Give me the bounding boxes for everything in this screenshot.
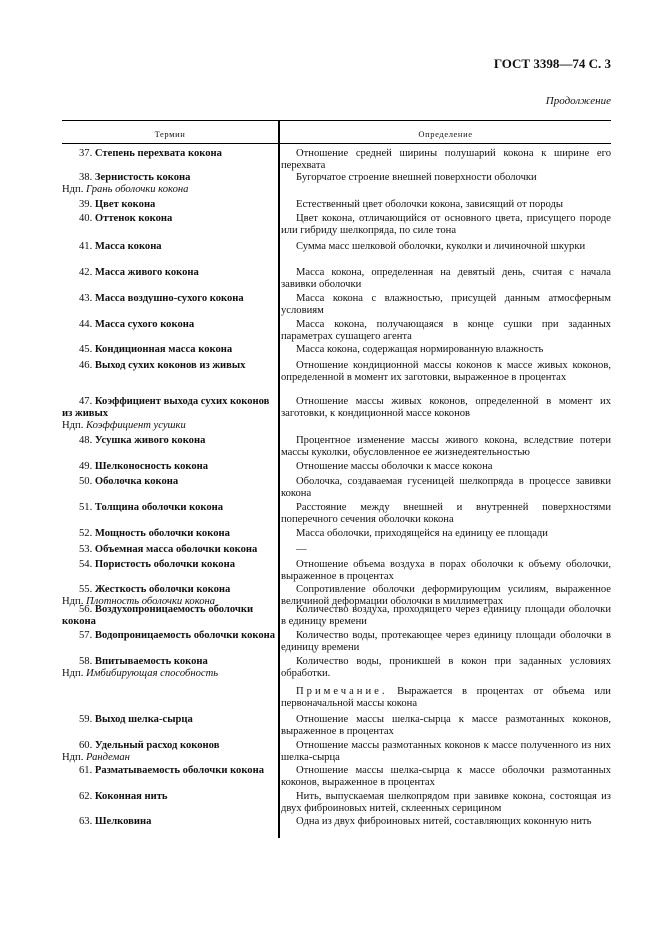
definition-text: Отношение массы шелка-сырца к массе оболочки размотанных коконов, выраженное в процентах <box>281 765 611 788</box>
deprecated-prefix: Ндп. <box>62 184 84 195</box>
definition-cell <box>281 293 611 317</box>
definition-text: Сопротивление оболочки деформирующим усилиям, выраженное величиной деформации оболочки в миллиметрах <box>281 584 611 607</box>
term-number: 39. <box>79 199 93 210</box>
term-cell <box>62 740 276 764</box>
term-number: 50. <box>79 476 93 487</box>
definition-cell <box>281 714 611 738</box>
term-name: Масса живого кокона <box>94 267 199 278</box>
column-header-definition: Определение <box>418 129 473 139</box>
term-number: 61. <box>79 765 93 776</box>
term-number: 47. <box>79 396 93 407</box>
term-name: Усушка живого кокона <box>94 435 206 446</box>
term-number: 37. <box>79 148 93 159</box>
deprecated-term <box>62 668 276 680</box>
definition-text: Масса оболочки, приходящейся на единицу ее площади <box>296 528 548 539</box>
definition-text: Расстояние между внешней и внутренней поверхностями поперечного сечения оболочки кокона <box>281 502 611 525</box>
term-cell <box>62 360 276 372</box>
term-cell <box>62 656 276 680</box>
term-number: 40. <box>79 213 93 224</box>
term-name: Жесткость оболочки кокона <box>94 584 231 595</box>
definition-text: Масса кокона, содержащая нормированную влажность <box>296 344 544 355</box>
term-number: 52. <box>79 528 93 539</box>
term-name: Шелконосность кокона <box>94 461 209 472</box>
term-cell <box>62 765 276 777</box>
definition-cell <box>281 148 611 172</box>
term-name: Разматываемость оболочки кокона <box>94 765 265 776</box>
term-cell <box>62 630 276 642</box>
deprecated-term-text: Грань оболочки кокона <box>86 184 189 195</box>
term-number: 49. <box>79 461 93 472</box>
definition-cell <box>281 435 611 459</box>
term-name: Выход сухих коконов из живых <box>94 360 246 371</box>
definition-text: Процентное изменение массы живого кокона, вследствие потери массы куколки, обусловленное ее жизнедеятельностью <box>281 435 611 458</box>
term-cell <box>62 604 276 628</box>
term-number: 62. <box>79 791 93 802</box>
term-name: Шелковина <box>94 816 152 827</box>
term-name: Объемная масса оболочки кокона <box>94 544 258 555</box>
definition-text: Количество воды, протекающее через единицу площади оболочки в единицу времени <box>281 630 611 653</box>
definition-cell <box>281 319 611 343</box>
term-name: Коконная нить <box>94 791 168 802</box>
term-name: Масса кокона <box>94 241 162 252</box>
table-header-rule <box>62 143 611 144</box>
term-name: Цвет кокона <box>94 199 156 210</box>
term-number: 42. <box>79 267 93 278</box>
term-cell <box>62 344 276 356</box>
term-cell <box>62 435 276 447</box>
definition-text: Бугорчатое строение внешней поверхности оболочки <box>296 172 537 183</box>
continuation-label: Продолжение <box>545 95 611 107</box>
term-number: 55. <box>79 584 93 595</box>
definition-cell <box>281 656 611 710</box>
term-name: Толщина оболочки кокона <box>94 502 224 513</box>
term-cell <box>62 791 276 803</box>
term-name: Масса воздушно-сухого кокона <box>94 293 244 304</box>
term-cell <box>62 714 276 726</box>
table-top-rule <box>62 120 611 121</box>
term-name: Мощность оболочки кокона <box>94 528 230 539</box>
definition-text: Отношение массы шелка-сырца к массе размотанных коконов, выраженное в процентах <box>281 714 611 737</box>
term-cell <box>62 199 276 211</box>
term-number: 60. <box>79 740 93 751</box>
term-name: Выход шелка-сырца <box>94 714 193 725</box>
term-number: 43. <box>79 293 93 304</box>
note <box>281 686 611 710</box>
column-header-terms: Термин <box>154 129 186 139</box>
term-cell <box>62 816 276 828</box>
term-cell <box>62 476 276 488</box>
term-name: Зернистость кокона <box>94 172 191 183</box>
term-name: Пористость оболочки кокона <box>94 559 235 570</box>
term-name: Удельный расход коконов <box>94 740 220 751</box>
deprecated-term-text: Коэффициент усушки <box>86 420 186 431</box>
deprecated-term-text: Рандеман <box>86 752 130 763</box>
deprecated-term <box>62 752 276 764</box>
term-name: Степень перехвата кокона <box>94 148 222 159</box>
definition-cell <box>281 267 611 291</box>
term-number: 46. <box>79 360 93 371</box>
definition-text: Отношение массы размотанных коконов к массе полученного из них шелка-сырца <box>281 740 611 763</box>
definition-text: Отношение кондиционной массы коконов к массе живых коконов, определенной в момент их заготовки, выраженное в процентах <box>281 360 611 383</box>
deprecated-prefix: Ндп. <box>62 596 84 607</box>
term-name: Оттенок кокона <box>94 213 173 224</box>
definition-cell <box>281 199 611 211</box>
definition-cell <box>281 604 611 628</box>
deprecated-term <box>62 184 276 196</box>
term-name: Впитываемость кокона <box>94 656 208 667</box>
term-name: Коэффициент выхода сухих коконов из живых <box>62 396 270 419</box>
definition-text: Отношение массы живых коконов, определенной в момент их заготовки, к кондиционной массе коконов <box>281 396 611 419</box>
definition-text: Отношение объема воздуха в порах оболочки к объему оболочки, выраженное в процентах <box>281 559 611 582</box>
definition-text: Естественный цвет оболочки кокона, зависящий от породы <box>296 199 564 210</box>
definition-text: Масса кокона с влажностью, присущей данным атмосферным условиям <box>281 293 611 316</box>
deprecated-prefix: Ндп. <box>62 420 84 431</box>
term-number: 53. <box>79 544 93 555</box>
term-cell <box>62 293 276 305</box>
definition-cell <box>281 630 611 654</box>
note-text: Выражается в процентах от объема или первоначальной массы кокона <box>281 686 611 709</box>
column-divider <box>278 120 280 838</box>
definition-text: Сумма масс шелковой оболочки, куколки и личиночной шкурки <box>296 241 586 252</box>
term-number: 58. <box>79 656 93 667</box>
term-number: 45. <box>79 344 93 355</box>
term-cell <box>62 528 276 540</box>
term-number: 38. <box>79 172 93 183</box>
term-number: 48. <box>79 435 93 446</box>
term-name: Воздухопроницаемость оболочки кокона <box>62 604 254 627</box>
term-number: 41. <box>79 241 93 252</box>
note-label: Примечание. <box>296 686 388 697</box>
term-cell <box>62 172 276 196</box>
definition-cell <box>281 476 611 500</box>
term-number: 57. <box>79 630 93 641</box>
term-number: 44. <box>79 319 93 330</box>
definition-cell <box>281 816 611 828</box>
definition-text: Цвет кокона, отличающийся от основного цвета, присущего породе или гибриду шелкопряда, по силе тона <box>281 213 611 236</box>
term-number: 51. <box>79 502 93 513</box>
definition-text: Масса кокона, определенная на девятый день, считая с начала завивки оболочки <box>281 267 611 290</box>
definition-text: Отношение средней ширины полушарий кокона к ширине его перехвата <box>281 148 611 171</box>
definition-cell <box>281 740 611 764</box>
definition-cell <box>281 344 611 356</box>
term-number: 54. <box>79 559 93 570</box>
definition-cell <box>281 559 611 583</box>
definition-cell <box>281 213 611 237</box>
deprecated-term <box>62 420 276 432</box>
definition-cell <box>281 502 611 526</box>
term-cell <box>62 502 276 514</box>
term-name: Водопроницаемость оболочки кокона <box>94 630 276 641</box>
term-cell <box>62 559 276 571</box>
term-number: 59. <box>79 714 93 725</box>
definition-cell <box>281 461 611 473</box>
definition-cell <box>281 544 611 556</box>
definition-text: Количество воды, проникшей в кокон при заданных условиях обработки. <box>281 656 611 679</box>
definition-text: Масса кокона, получающаяся в конце сушки при заданных параметрах сушащего агента <box>281 319 611 342</box>
definition-cell <box>281 360 611 384</box>
definition-text: — <box>296 544 307 555</box>
term-cell <box>62 213 276 225</box>
definition-text: Отношение массы оболочки к массе кокона <box>296 461 493 472</box>
definition-cell <box>281 791 611 815</box>
definition-text: Количество воздуха, проходящего через единицу площади оболочки в единицу времени <box>281 604 611 627</box>
deprecated-prefix: Ндп. <box>62 752 84 763</box>
term-cell <box>62 241 276 253</box>
term-name: Оболочка кокона <box>94 476 179 487</box>
term-cell <box>62 319 276 331</box>
definition-cell <box>281 528 611 540</box>
definition-cell <box>281 241 611 253</box>
deprecated-term-text: Плотность оболочки кокона <box>86 596 216 607</box>
term-number: 63. <box>79 816 93 827</box>
term-cell <box>62 267 276 279</box>
term-cell <box>62 544 276 556</box>
definition-cell <box>281 396 611 420</box>
deprecated-term-text: Имбибирующая способность <box>86 668 219 679</box>
document-code: ГОСТ 3398—74 С. 3 <box>493 56 611 71</box>
term-name: Масса сухого кокона <box>94 319 195 330</box>
definition-cell <box>281 765 611 789</box>
deprecated-prefix: Ндп. <box>62 668 84 679</box>
definition-text: Оболочка, создаваемая гусеницей шелкопряда в процессе завивки кокона <box>281 476 611 499</box>
definition-cell <box>281 172 611 184</box>
definition-text: Нить, выпускаемая шелкопрядом при завивке кокона, состоящая из двух фиброиновых нитей, склеенных серицином <box>281 791 611 814</box>
term-cell <box>62 396 276 432</box>
term-name: Кондиционная масса кокона <box>94 344 233 355</box>
term-number: 56. <box>79 604 93 615</box>
term-cell <box>62 148 276 160</box>
definition-text: Одна из двух фиброиновых нитей, составляющих коконную нить <box>296 816 592 827</box>
term-cell <box>62 461 276 473</box>
